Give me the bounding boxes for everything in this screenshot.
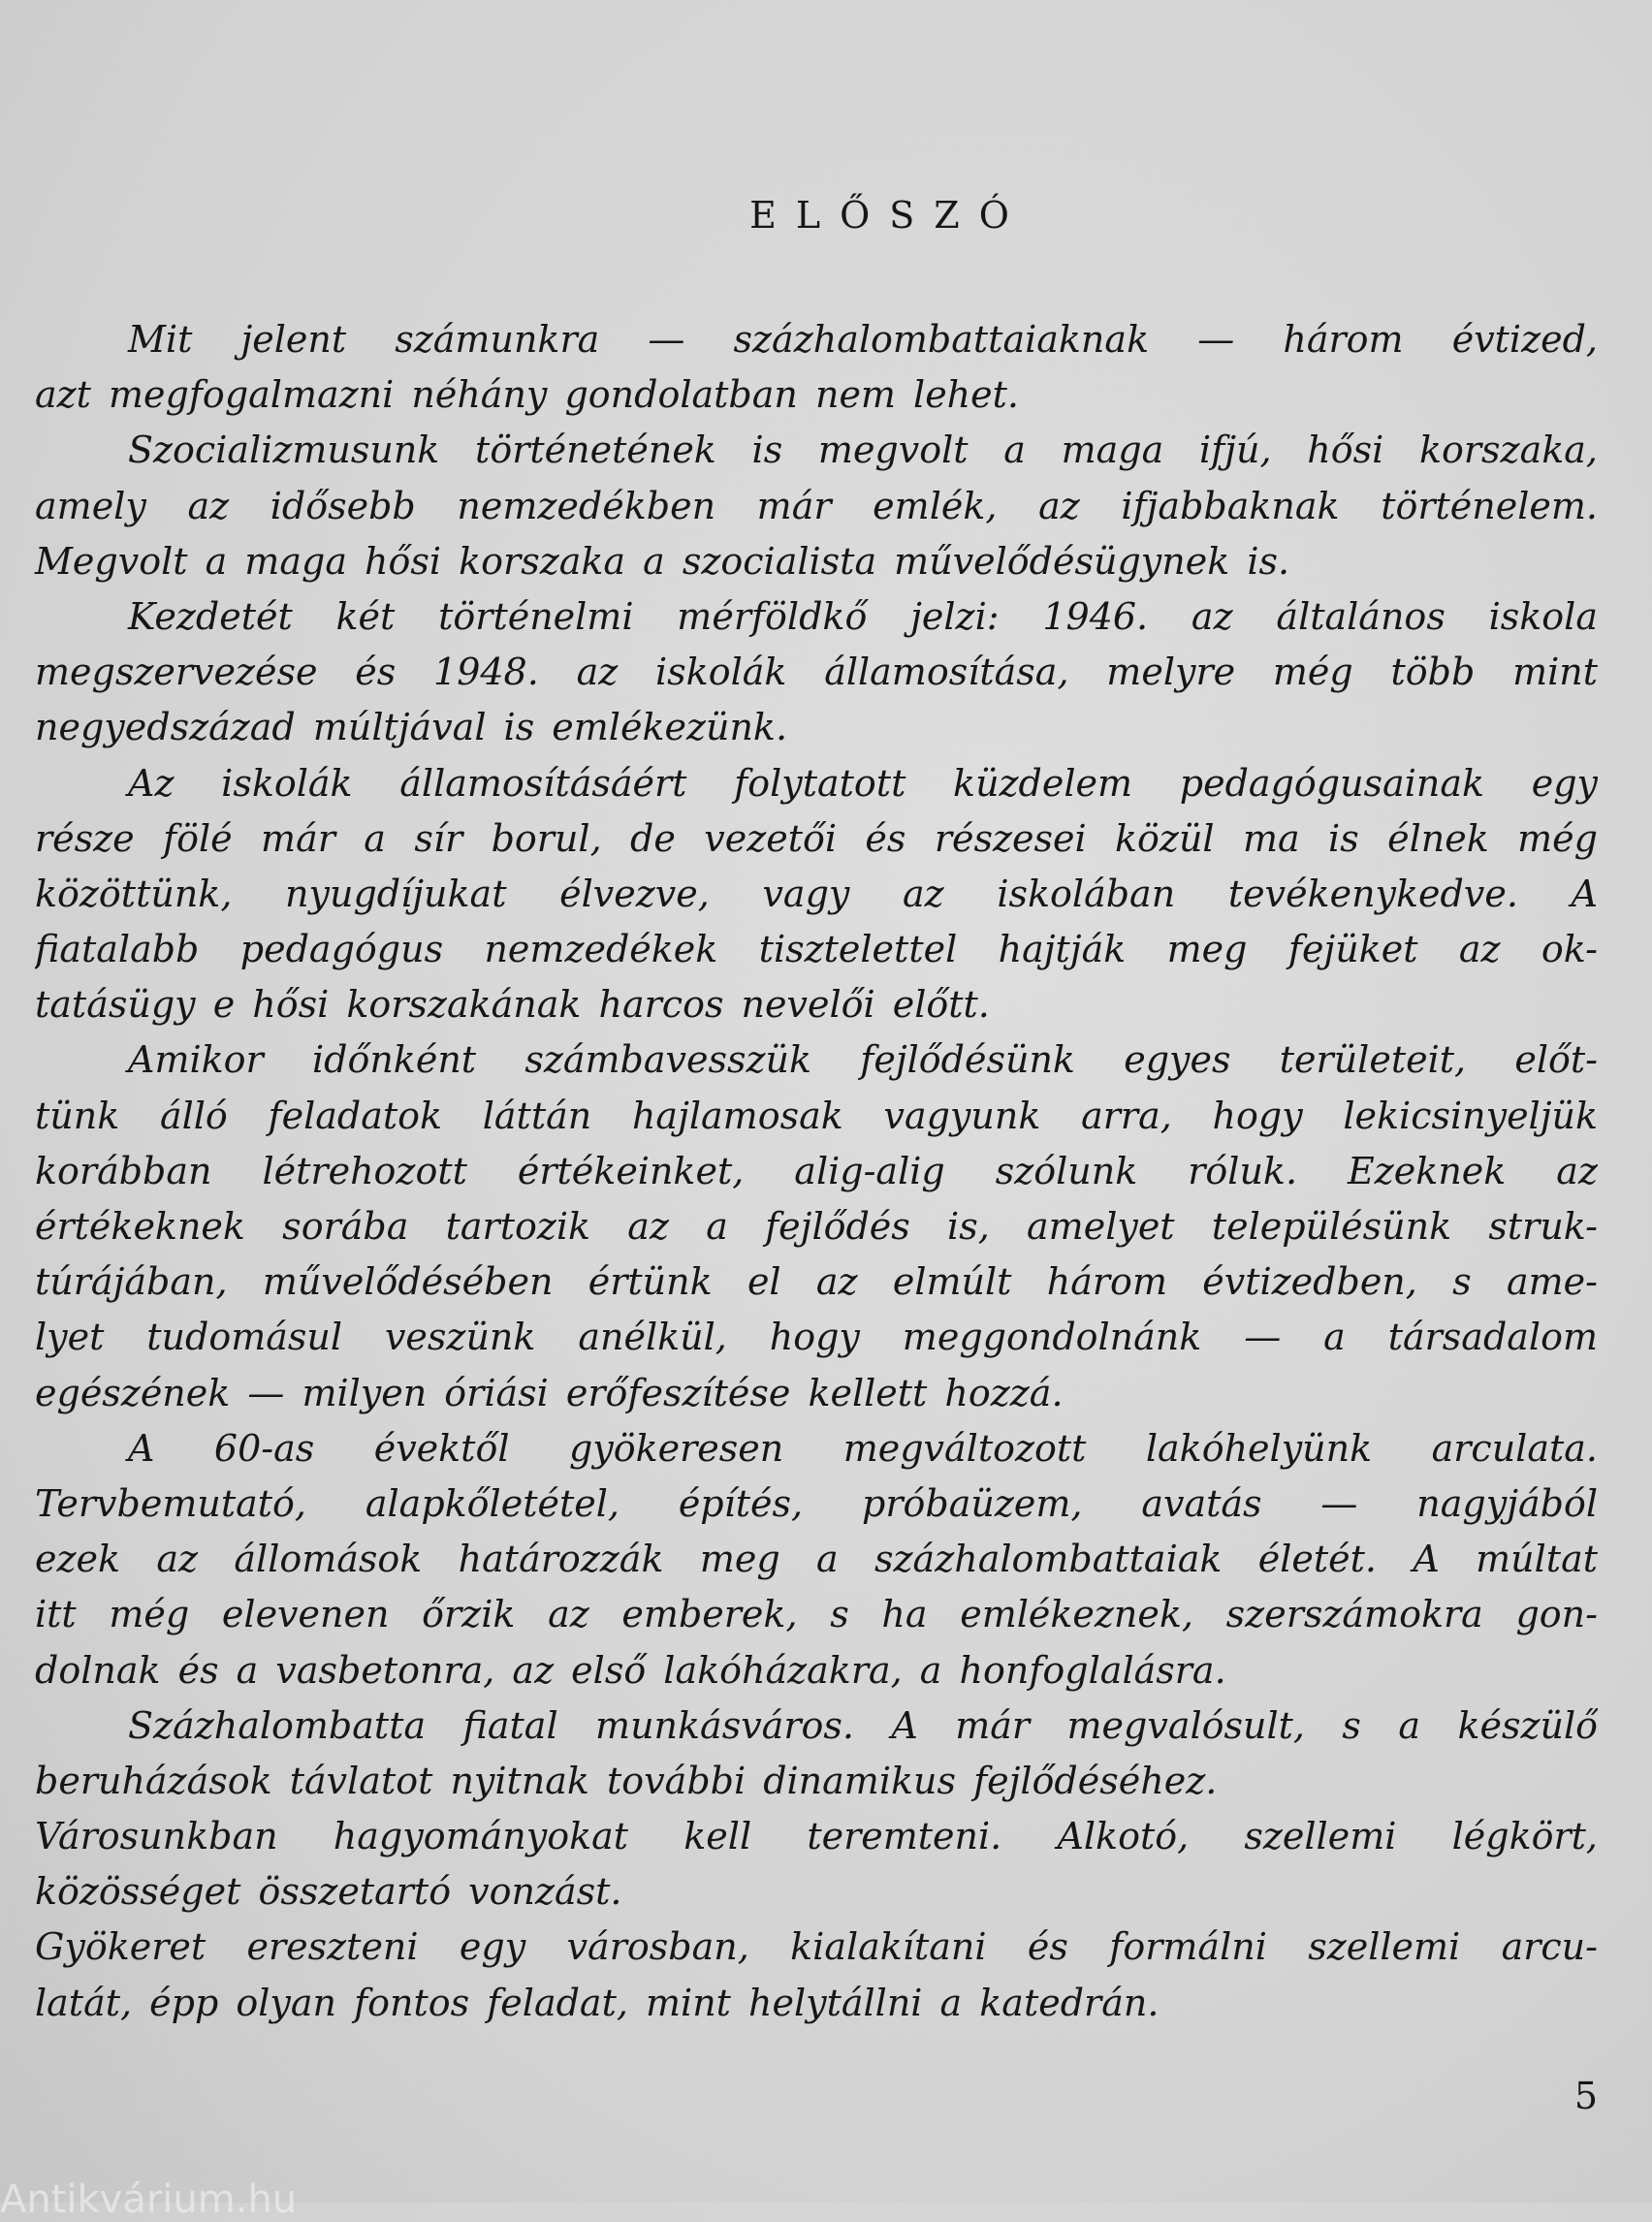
body-text xyxy=(35,312,1598,2031)
text-line: közöttünk, nyugdíjukat élvezve, vagy az iskolában tevékenykedve. A xyxy=(35,872,1598,915)
page-number: 5 xyxy=(1573,2075,1598,2117)
text-line: fiatalabb pedagógus nemzedékek tisztelettel hajtják meg fejüket az ok- xyxy=(35,928,1598,971)
text-line: dolnak és a vasbetonra, az első lakóházakra, a honfoglalásra. xyxy=(35,1648,1226,1692)
text-line: Városunkban hagyományokat kell teremteni. Alkotó, szellemi légkört, xyxy=(35,1815,1598,1858)
text-line: azt megfogalmazni néhány gondolatban nem lehet. xyxy=(35,373,1019,417)
text-line: közösséget összetartó vonzást. xyxy=(35,1870,622,1914)
page-title: ELŐSZÓ xyxy=(749,194,1029,237)
text-line: Megvolt a maga hősi korszaka a szocialista művelődésügynek is. xyxy=(35,539,1290,583)
text-line: beruházások távlatot nyitnak további dinamikus fejlődéséhez. xyxy=(35,1759,1218,1802)
text-line: Amikor időnként számbavesszük fejlődésünk egyes területeit, előt- xyxy=(128,1038,1598,1082)
text-line: Mit jelent számunkra — százhalombattaiaknak — három évtized, xyxy=(128,318,1598,361)
text-line: korábban létrehozott értékeinket, alig-alig szólunk róluk. Ezeknek az xyxy=(35,1149,1598,1192)
text-line: ezek az állomások határozzák meg a százhalombattaiak életét. A múltat xyxy=(35,1538,1598,1581)
text-line: tatásügy e hősi korszakának harcos nevelői előtt. xyxy=(35,983,990,1027)
text-line: tünk álló feladatok láttán hajlamosak vagyunk arra, hogy lekicsinyeljük xyxy=(35,1094,1598,1137)
text-line: túrájában, művelődésében értünk el az elmúlt három évtizedben, s ame- xyxy=(35,1260,1598,1304)
text-line: egészének — milyen óriási erőfeszítése kellett hozzá. xyxy=(35,1371,1064,1414)
text-line: lyet tudomásul veszünk anélkül, hogy meggondolnánk — a társadalom xyxy=(35,1316,1598,1359)
watermark: Antikvárium.hu xyxy=(0,2177,298,2222)
text-line: megszervezése és 1948. az iskolák államosítása, melyre még több mint xyxy=(35,651,1598,694)
text-line: Gyökeret ereszteni egy városban, kialakítani és formálni szellemi arcu- xyxy=(35,1925,1598,1969)
text-line: Szocializmusunk történetének is megvolt a maga ifjú, hősi korszaka, xyxy=(128,429,1598,472)
text-line: része fölé már a sír borul, de vezetői és részesei közül ma is élnek még xyxy=(35,816,1598,860)
text-line: Az iskolák államosításáért folytatott küzdelem pedagógusainak egy xyxy=(128,761,1598,805)
text-line: Kezdetét két történelmi mérföldkő jelzi: 1946. az általános iskola xyxy=(128,594,1598,638)
text-line: itt még elevenen őrzik az emberek, s ha emlékeznek, szerszámokra gon- xyxy=(35,1593,1598,1636)
text-line: latát, épp olyan fontos feladat, mint helytállni a katedrán. xyxy=(35,1981,1160,2024)
text-line: A 60-as évektől gyökeresen megváltozott lakóhelyünk arculata. xyxy=(128,1426,1598,1470)
text-line: amely az idősebb nemzedékben már emlék, az ifjabbaknak történelem. xyxy=(35,484,1598,527)
text-line: értékeknek sorába tartozik az a fejlődés is, amelyet településünk struk- xyxy=(35,1205,1598,1248)
text-line: Tervbemutató, alapkőletétel, építés, próbaüzem, avatás — nagyjából xyxy=(35,1481,1598,1525)
text-line: negyedszázad múltjával is emlékezünk. xyxy=(35,706,788,749)
text-line: Százhalombatta fiatal munkásváros. A már megvalósult, s a készülő xyxy=(128,1703,1598,1747)
